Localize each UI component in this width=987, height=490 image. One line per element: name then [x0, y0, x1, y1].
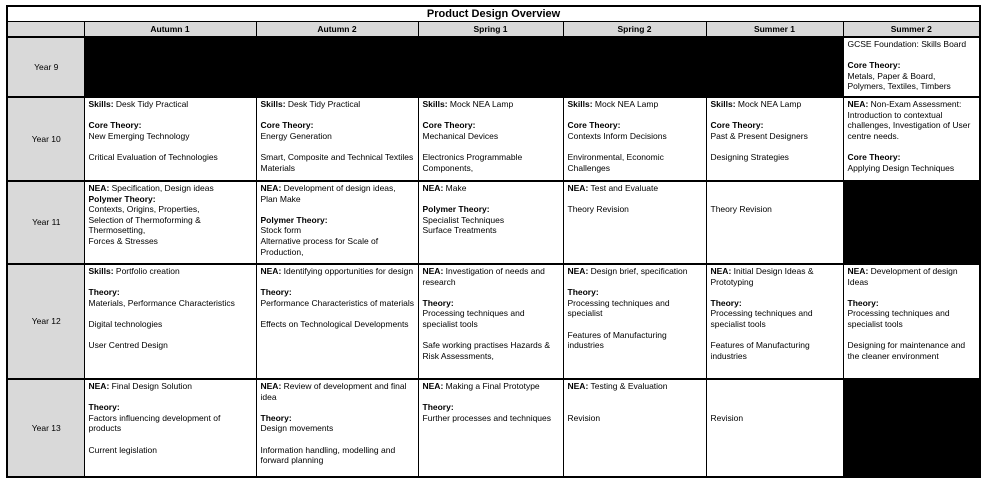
page-title: Product Design Overview: [7, 6, 980, 22]
column-header-summer-2: Summer 2: [843, 22, 980, 38]
column-header-spring-2: Spring 2: [563, 22, 706, 38]
term-cell: Skills: Mock NEA Lamp Core Theory: Past & Present Designers Designing Strategies: [706, 97, 843, 181]
term-cell: Skills: Mock NEA Lamp Core Theory: Mechanical Devices Electronics Programmable Components,: [418, 97, 563, 181]
term-cell: Revision: [706, 379, 843, 477]
blackout-cell: [563, 37, 706, 97]
blackout-cell: [418, 37, 563, 97]
year-label: Year 13: [7, 379, 84, 477]
term-cell: Skills: Desk Tidy Practical Core Theory: Energy Generation Smart, Composite and Technical Textiles Materials: [256, 97, 418, 181]
term-cell: NEA: Testing & Evaluation Revision: [563, 379, 706, 477]
blackout-cell: [706, 37, 843, 97]
term-cell: Skills: Desk Tidy Practical Core Theory: New Emerging Technology Critical Evaluation of Technologies: [84, 97, 256, 181]
term-cell: NEA: Review of development and final idea Theory: Design movements Information handling, modelling and forward planning: [256, 379, 418, 477]
term-cell: NEA: Identifying opportunities for design Theory: Performance Characteristics of materials Effects on Technological Developments: [256, 264, 418, 379]
curriculum-overview-table: [6, 5, 981, 478]
column-header-autumn-1: Autumn 1: [84, 22, 256, 38]
blackout-cell: [256, 37, 418, 97]
document-page: [0, 5, 987, 490]
year-label: Year 9: [7, 37, 84, 97]
term-cell: NEA: Initial Design Ideas & Prototyping Theory: Processing techniques and specialist tools Features of Manufacturing industries: [706, 264, 843, 379]
term-cell: NEA: Non-Exam Assessment: Introduction to contextual challenges, Investigation of User centre needs. Core Theory: Applying Design Techniques: [843, 97, 980, 181]
blackout-cell: [843, 379, 980, 477]
term-cell: NEA: Make Polymer Theory: Specialist Techniques Surface Treatments: [418, 181, 563, 264]
blackout-cell: [843, 181, 980, 264]
term-cell: NEA: Making a Final Prototype Theory: Further processes and techniques: [418, 379, 563, 477]
term-cell: NEA: Development of design Ideas Theory: Processing techniques and specialist tools Designing for maintenance and the cleaner environment: [843, 264, 980, 379]
row-year-9: [7, 37, 980, 97]
column-header-summer-1: Summer 1: [706, 22, 843, 38]
term-cell: NEA: Final Design Solution Theory: Factors influencing development of products Current legislation: [84, 379, 256, 477]
corner-cell: [7, 22, 84, 38]
term-cell: NEA: Design brief, specification Theory: Processing techniques and specialist Features of Manufacturing industries: [563, 264, 706, 379]
term-cell: Skills: Mock NEA Lamp Core Theory: Contexts Inform Decisions Environmental, Economic Challenges: [563, 97, 706, 181]
column-header-autumn-2: Autumn 2: [256, 22, 418, 38]
curriculum-table-body: [7, 37, 980, 477]
term-cell: NEA: Investigation of needs and research Theory: Processing techniques and specialist tools Safe working practises Hazards & Risk Assessments,: [418, 264, 563, 379]
term-cell: Theory Revision: [706, 181, 843, 264]
column-header-spring-1: Spring 1: [418, 22, 563, 38]
row-year-12: [7, 264, 980, 379]
term-cell: NEA: Test and Evaluate Theory Revision: [563, 181, 706, 264]
row-year-10: [7, 97, 980, 181]
row-year-13: [7, 379, 980, 477]
year-label: Year 12: [7, 264, 84, 379]
term-cell: NEA: Specification, Design ideas Polymer Theory: Contexts, Origins, Properties, Selection of Thermoforming & Thermosetting, Forces & Stresses: [84, 181, 256, 264]
term-header-row: [7, 22, 980, 38]
year-label: Year 11: [7, 181, 84, 264]
title-row: [7, 6, 980, 22]
term-cell: GCSE Foundation: Skills Board Core Theory: Metals, Paper & Board, Polymers, Textiles, Timbers: [843, 37, 980, 97]
blackout-cell: [84, 37, 256, 97]
term-cell: NEA: Development of design ideas, Plan Make Polymer Theory: Stock form Alternative process for Scale of Production,: [256, 181, 418, 264]
row-year-11: [7, 181, 980, 264]
year-label: Year 10: [7, 97, 84, 181]
term-cell: Skills: Portfolio creation Theory: Materials, Performance Characteristics Digital technologies User Centred Design: [84, 264, 256, 379]
